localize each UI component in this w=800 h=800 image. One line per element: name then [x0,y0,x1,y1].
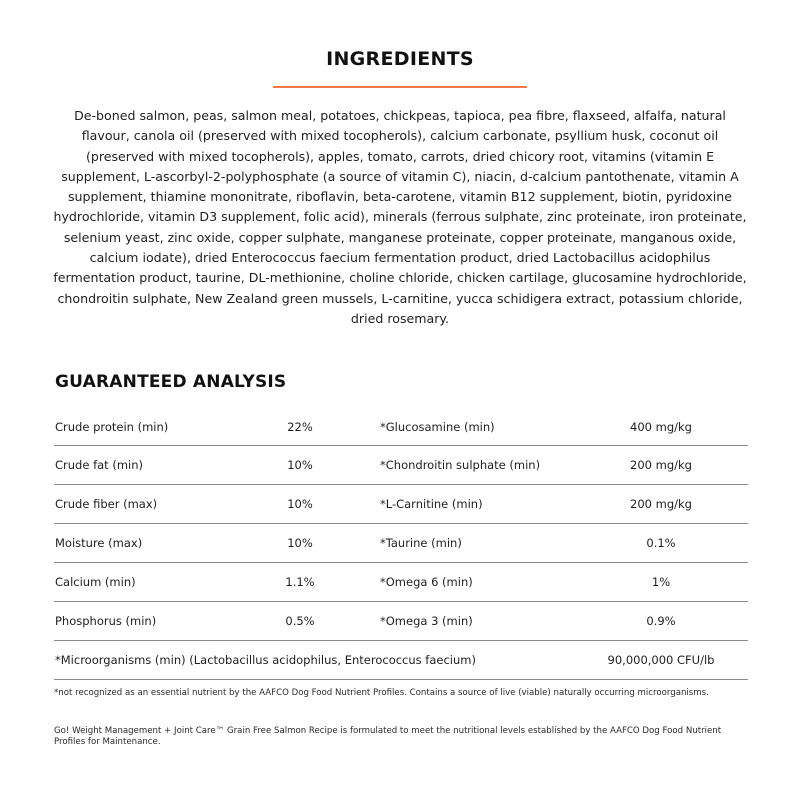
nutrient-label: Phosphorus (min) [55,614,157,628]
table-row [54,446,748,485]
table-row [54,485,748,524]
guaranteed-analysis-heading: GUARANTEED ANALYSIS [55,372,287,392]
table-row-microorganisms [54,641,748,680]
table-row [54,602,748,641]
nutrient-label: *L-Carnitine (min) [380,497,483,511]
nutrient-label: Calcium (min) [55,575,136,589]
nutrient-label: *Chondroitin sulphate (min) [380,458,541,472]
nutrient-value: 200 mg/kg [630,458,692,472]
nutrient-value: 0.5% [285,614,315,628]
aafco-statement: Go! Weight Management + Joint Care™ Grain Free Salmon Recipe is formulated to meet the nutritional levels established by the AAFCO Dog Food Nutrient Profiles for Maintenance. [54,726,722,747]
nutrient-value: 1% [651,575,671,589]
nutrient-label: *Microorganisms (min) (Lactobacillus acidophilus, Enterococcus faecium) [55,653,476,667]
nutrient-value: 10% [287,458,313,472]
nutrient-label: *Omega 3 (min) [380,614,473,628]
nutrient-value: 400 mg/kg [630,419,692,434]
nutrient-label: *Taurine (min) [380,536,462,550]
table-row [54,524,748,563]
heading-accent-line [273,86,527,88]
table-row [54,408,748,446]
nutrient-value: 10% [287,497,313,511]
nutrient-value: 90,000,000 CFU/lb [607,653,715,667]
nutrient-value: 0.1% [646,536,676,550]
guaranteed-analysis-table [54,408,748,680]
nutrient-value: 1.1% [285,575,315,589]
nutrient-value: 200 mg/kg [630,497,692,511]
ingredients-heading: INGREDIENTS [326,48,474,70]
ingredients-list-text: De-boned salmon, peas, salmon meal, potatoes, chickpeas, tapioca, pea fibre, flaxseed, alfalfa, natural flavour, canola oil (preserved with mixed tocopherols), calcium carbonate, psyllium husk, coconut oil (preserved with mixed tocopherols), apples, tomato, carrots, dried chicory root, vitamins (vitamin E supplement, L-ascorbyl-2-polyphosphate (a source of vitamin C), niacin, d-calcium pantothenate, vitamin A supplement, thiamine mononitrate, riboflavin, beta-carotene, vitamin B12 supplement, biotin, pyridoxine hydrochloride, vitamin D3 supplement, folic acid), minerals (ferrous sulphate, zinc proteinate, iron proteinate, selenium yeast, zinc oxide, copper sulphate, manganese proteinate, copper proteinate, manganous oxide, calcium iodate), dried Enterococcus faecium fermentation product, dried Lactobacillus acidophilus fermentation product, taurine, DL-methionine, choline chloride, chicken cartilage, glucosamine hydrochloride, chondroitin sulphate, New Zealand green mussels, L-carnitine, yucca schidigera extract, potassium chloride, dried rosemary. [53,108,747,326]
footnote: *not recognized as an essential nutrient by the AAFCO Dog Food Nutrient Profiles. Contains a source of live (viable) naturally occurring microorganisms. [54,688,709,698]
nutrient-value: 0.9% [646,614,676,628]
nutrient-label: *Omega 6 (min) [380,575,473,589]
nutrient-label: Crude protein (min) [55,419,169,434]
table-row [54,563,748,602]
nutrient-label: Crude fiber (max) [55,497,158,511]
nutrient-value: 10% [287,536,313,550]
nutrient-value: 22% [287,419,313,434]
nutrient-label: *Glucosamine (min) [380,419,495,434]
nutrient-label: Moisture (max) [55,536,143,550]
nutrient-label: Crude fat (min) [55,458,143,472]
